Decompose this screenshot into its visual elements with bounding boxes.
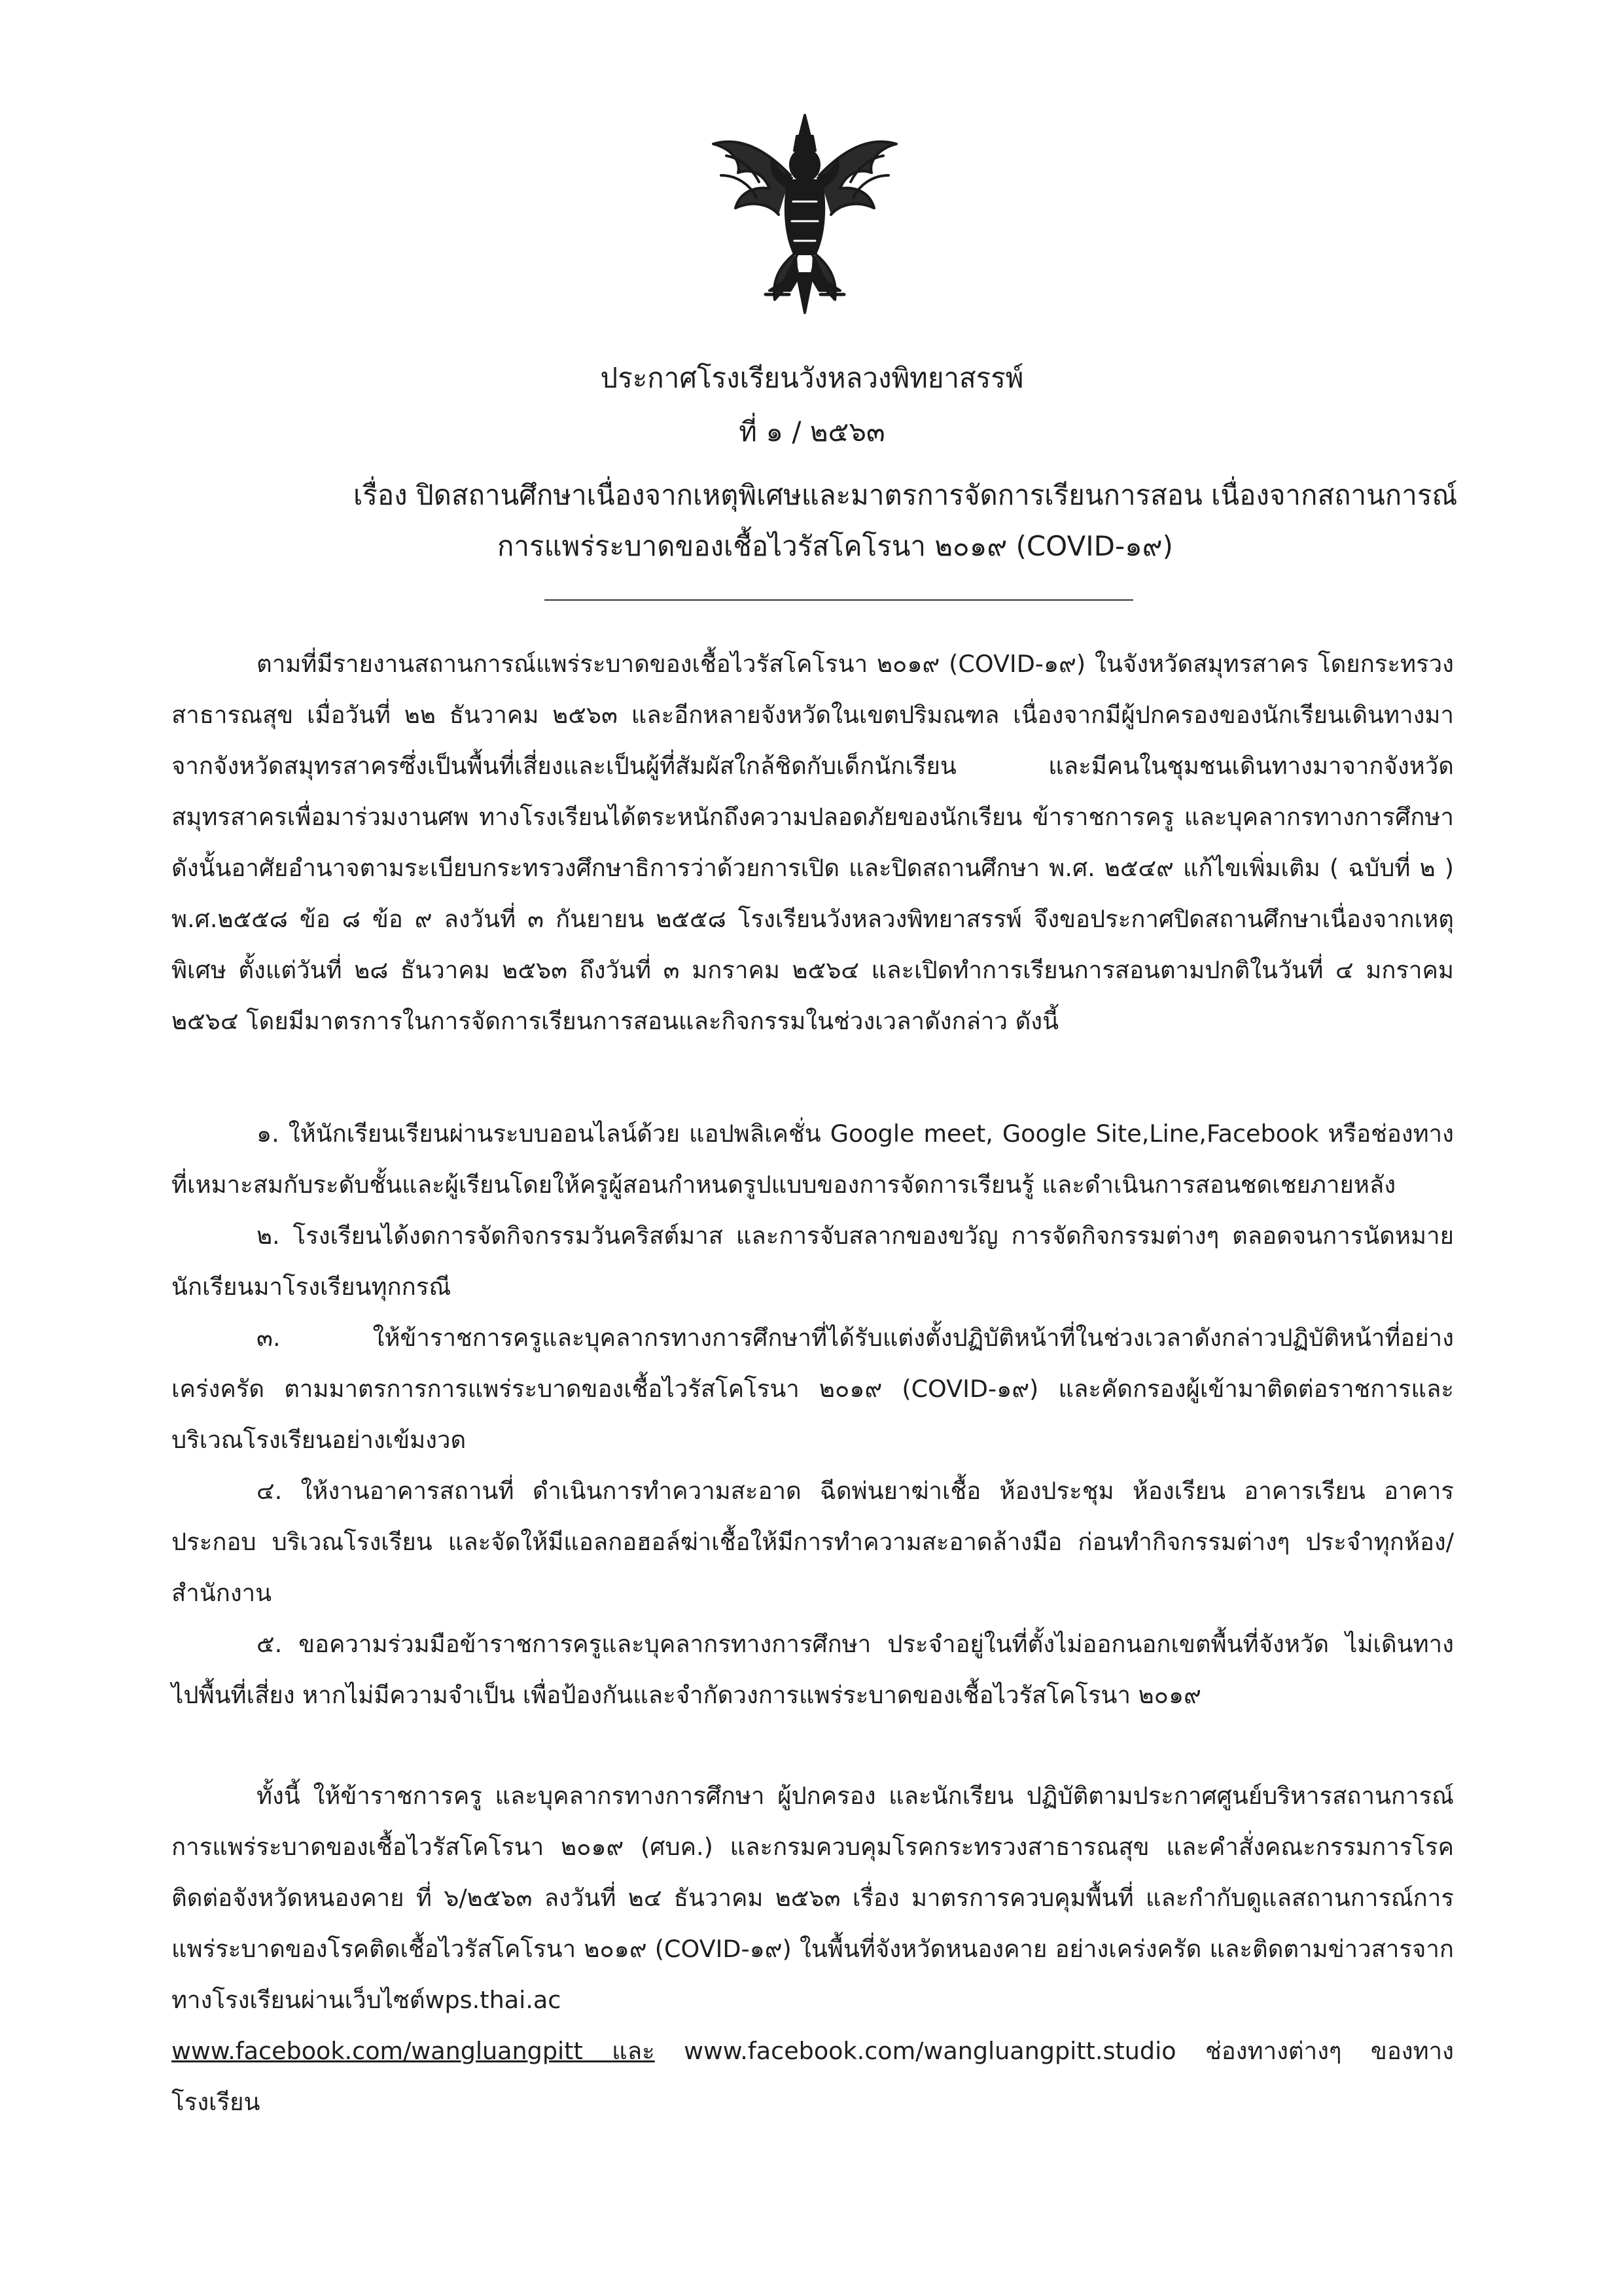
closing-tail-text: www.facebook.com/wangluangpitt.studio ช่องทางต่างๆ ของทางโรงเรียน bbox=[171, 2037, 1454, 2116]
header-divider bbox=[544, 599, 1133, 601]
intro-section bbox=[171, 639, 1454, 1047]
closing-text: ทั้งนี้ ให้ข้าราชการครู และบุคลากรทางการศึกษา ผู้ปกครอง และนักเรียน ปฏิบัติตามประกาศศูนย์บริหารสถานการณ์การแพร่ระบาดของเชื้อไวรัสโคโรนา ๒๐๑๙ (ศบค.) และกรมควบคุมโรคกระทรวงสาธารณสุข และคำสั่งคณะกรรมการโรคติดต่อจังหวัดหนองคาย ที่ ๖/๒๕๖๓ ลงวันที่ ๒๔ ธันวาคม ๒๕๖๓ เรื่อง มาตรการควบคุมพื้นที่ และกำกับดูแลสถานการณ์การแพร่ระบาดของโรคติดเชื้อไวรัสโคโรนา ๒๐๑๙ (COVID-๑๙) ในพื้นที่จังหวัดหนองคาย อย่างเคร่งครัด และติดตามข่าวสารจากทางโรงเรียนผ่านเว็บไซต์wps.thai.ac bbox=[171, 1782, 1454, 2014]
measure-item-1: ๑. ให้นักเรียนเรียนผ่านระบบออนไลน์ด้วย แอปพลิเคชั่น Google meet, Google Site,Line,Facebook หรือช่องทางที่เหมาะสมกับระดับชั้นและผู้เรียนโดยให้ครูผู้สอนกำหนดรูปแบบของการจัดการเรียนรู้ และดำเนินการสอนชดเชยภายหลัง bbox=[171, 1120, 1454, 1199]
garuda-emblem bbox=[705, 110, 904, 319]
announcement-subject bbox=[353, 470, 1466, 572]
subject-label: เรื่อง bbox=[353, 479, 408, 511]
subject-line-1 bbox=[353, 470, 1466, 521]
measure-item-5: ๕. ขอความร่วมมือข้าราชการครูและบุคลากรทางการศึกษา ประจำอยู่ในที่ตั้งไม่ออกนอกเขตพื้นที่จังหวัด ไม่เดินทางไปพื้นที่เสี่ยง หากไม่มีความจำเป็น เพื่อป้องกันและจำกัดวงการแพร่ระบาดของเชื้อไวรัสโคโรนา ๒๐๑๙ bbox=[171, 1630, 1454, 1709]
measure-item-3: ๓. ให้ข้าราชการครูและบุคลากรทางการศึกษาที่ได้รับแต่งตั้งปฏิบัติหน้าที่ในช่วงเวลาดังกล่าวปฏิบัติหน้าที่อย่างเคร่งครัด ตามมาตรการการแพร่ระบาดของเชื้อไวรัสโคโรนา ๒๐๑๙ (COVID-๑๙) และคัดกรองผู้เข้ามาติดต่อราชการและบริเวณโรงเรียนอย่างเข้มงวด bbox=[171, 1324, 1454, 1454]
subject-text-1: ปิดสถานศึกษาเนื่องจากเหตุพิเศษและมาตรการจัดการเรียนการสอน เนื่องจากสถานการณ์ bbox=[416, 479, 1458, 511]
announcement-number: ที่ ๑ / ๒๕๖๓ bbox=[739, 415, 885, 448]
announcement-title: ประกาศโรงเรียนวังหลวงพิทยาสรรพ์ bbox=[600, 362, 1024, 394]
measures-list bbox=[171, 1108, 1454, 1721]
closing-section bbox=[171, 1771, 1454, 2128]
measure-item-4: ๔. ให้งานอาคารสถานที่ ดำเนินการทำความสะอาด ฉีดพ่นยาฆ่าเชื้อ ห้องประชุม ห้องเรียน อาคารเรียน อาคารประกอบ บริเวณโรงเรียน และจัดให้มีแอลกอฮอล์ฆ่าเชื้อให้มีการทำความสะอาดล้างมือ ก่อนทำกิจกรรมต่างๆ ประจำทุกห้อง/สำนักงาน bbox=[171, 1477, 1454, 1607]
subject-line-2: การแพร่ระบาดของเชื้อไวรัสโคโรนา ๒๐๑๙ (COVID-๑๙) bbox=[497, 530, 1173, 562]
intro-paragraph: ตามที่มีรายงานสถานการณ์แพร่ระบาดของเชื้อไวรัสโคโรนา ๒๐๑๙ (COVID-๑๙) ในจังหวัดสมุทรสาคร โดยกระทรวงสาธารณสุข เมื่อวันที่ ๒๒ ธันวาคม ๒๕๖๓ และอีกหลายจังหวัดในเขตปริมณฑล เนื่องจากมีผู้ปกครองของนักเรียนเดินทางมาจากจังหวัดสมุทรสาครซึ่งเป็นพื้นที่เสี่ยงและเป็นผู้ที่สัมผัสใกล้ชิดกับเด็กนักเรียน และมีคนในชุมชนเดินทางมาจากจังหวัดสมุทรสาครเพื่อมาร่วมงานศพ ทางโรงเรียนได้ตระหนักถึงความปลอดภัยของนักเรียน ข้าราชการครู และบุคลากรทางการศึกษา ดังนั้นอาศัยอำนาจตามระเบียบกระทรวงศึกษาธิการว่าด้วยการเปิด และปิดสถานศึกษา พ.ศ. ๒๕๔๙ แก้ไขเพิ่มเติม ( ฉบับที่ ๒ ) พ.ศ.๒๕๕๘ ข้อ ๘ ข้อ ๙ ลงวันที่ ๓ กันยายน ๒๕๕๘ โรงเรียนวังหลวงพิทยาสรรพ์ จึงขอประกาศปิดสถานศึกษาเนื่องจากเหตุพิเศษ ตั้งแต่วันที่ ๒๘ ธันวาคม ๒๕๖๓ ถึงวันที่ ๓ มกราคม ๒๕๖๔ และเปิดทำการเรียนการสอนตามปกติในวันที่ ๔ มกราคม ๒๕๖๔ โดยมีมาตรการในการจัดการเรียนการสอนและกิจกรรมในช่วงเวลาดังกล่าว ดังนี้ bbox=[171, 650, 1454, 1035]
facebook-link[interactable]: www.facebook.com/wangluangpitt และ bbox=[171, 2037, 655, 2065]
closing-paragraph bbox=[171, 1771, 1454, 2128]
measure-item-2: ๒. โรงเรียนได้งดการจัดกิจกรรมวันคริสต์มาส และการจับสลากของขวัญ การจัดกิจกรรมต่างๆ ตลอดจนการนัดหมายนักเรียนมาโรงเรียนทุกกรณี bbox=[171, 1222, 1454, 1301]
